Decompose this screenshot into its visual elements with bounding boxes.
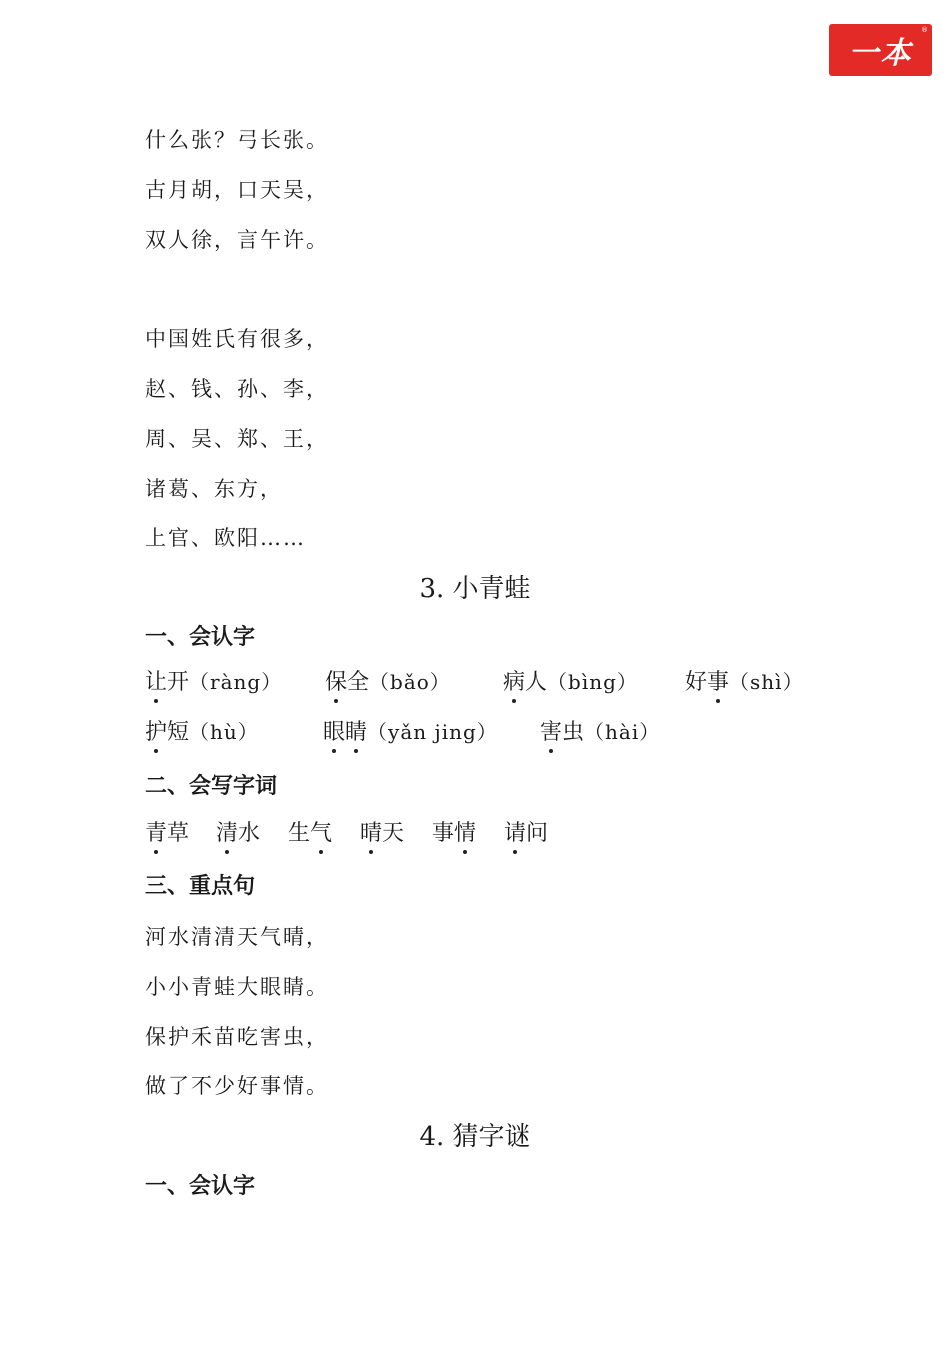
key-sentence: 保护禾苗吃害虫， (145, 1025, 329, 1049)
key-sentence: 河水清清天气晴， (145, 925, 329, 949)
write-word: 事情 (432, 821, 477, 846)
write-word: 清水 (216, 821, 261, 846)
write-word: 青草 (145, 821, 190, 846)
registered-mark: ® (921, 26, 928, 34)
lesson-title: 3. 小青蛙 (419, 574, 531, 604)
poem-line: 什么张？弓长张。 (145, 128, 329, 152)
vocab-item: 眼睛（yǎn jing） (323, 720, 498, 745)
vocab-item: 护短（hù） (145, 720, 259, 745)
vocab-item: 害虫（hài） (540, 720, 661, 745)
brand-logo-text: 一本 (848, 36, 913, 71)
poem-line: 古月胡，口天吴， (145, 178, 329, 202)
vocab-item: 保全（bǎo） (325, 670, 451, 695)
lesson-title: 4. 猜字谜 (419, 1122, 531, 1152)
write-word: 请问 (504, 821, 549, 846)
write-word: 生气 (288, 821, 333, 846)
poem-line: 中国姓氏有很多， (145, 327, 329, 351)
section-heading: 一、会认字 (145, 1174, 256, 1199)
poem-line: 赵、钱、孙、李， (145, 377, 329, 401)
key-sentence: 小小青蛙大眼睛。 (145, 975, 329, 999)
vocab-item: 病人（bìng） (503, 670, 638, 695)
section-heading: 一、会认字 (145, 625, 256, 650)
vocab-item: 好事（shì） (685, 670, 804, 695)
section-heading: 三、重点句 (145, 874, 256, 899)
section-heading: 二、会写字词 (145, 774, 278, 799)
poem-line: 诸葛、东方， (145, 477, 283, 501)
poem-line: 周、吴、郑、王， (145, 427, 329, 451)
poem-line: 双人徐，言午许。 (145, 228, 329, 252)
poem-line: 上官、欧阳…… (145, 526, 306, 550)
write-word: 晴天 (360, 821, 405, 846)
key-sentence: 做了不少好事情。 (145, 1074, 329, 1098)
vocab-item: 让开（ràng） (145, 670, 283, 695)
brand-logo (829, 24, 932, 76)
